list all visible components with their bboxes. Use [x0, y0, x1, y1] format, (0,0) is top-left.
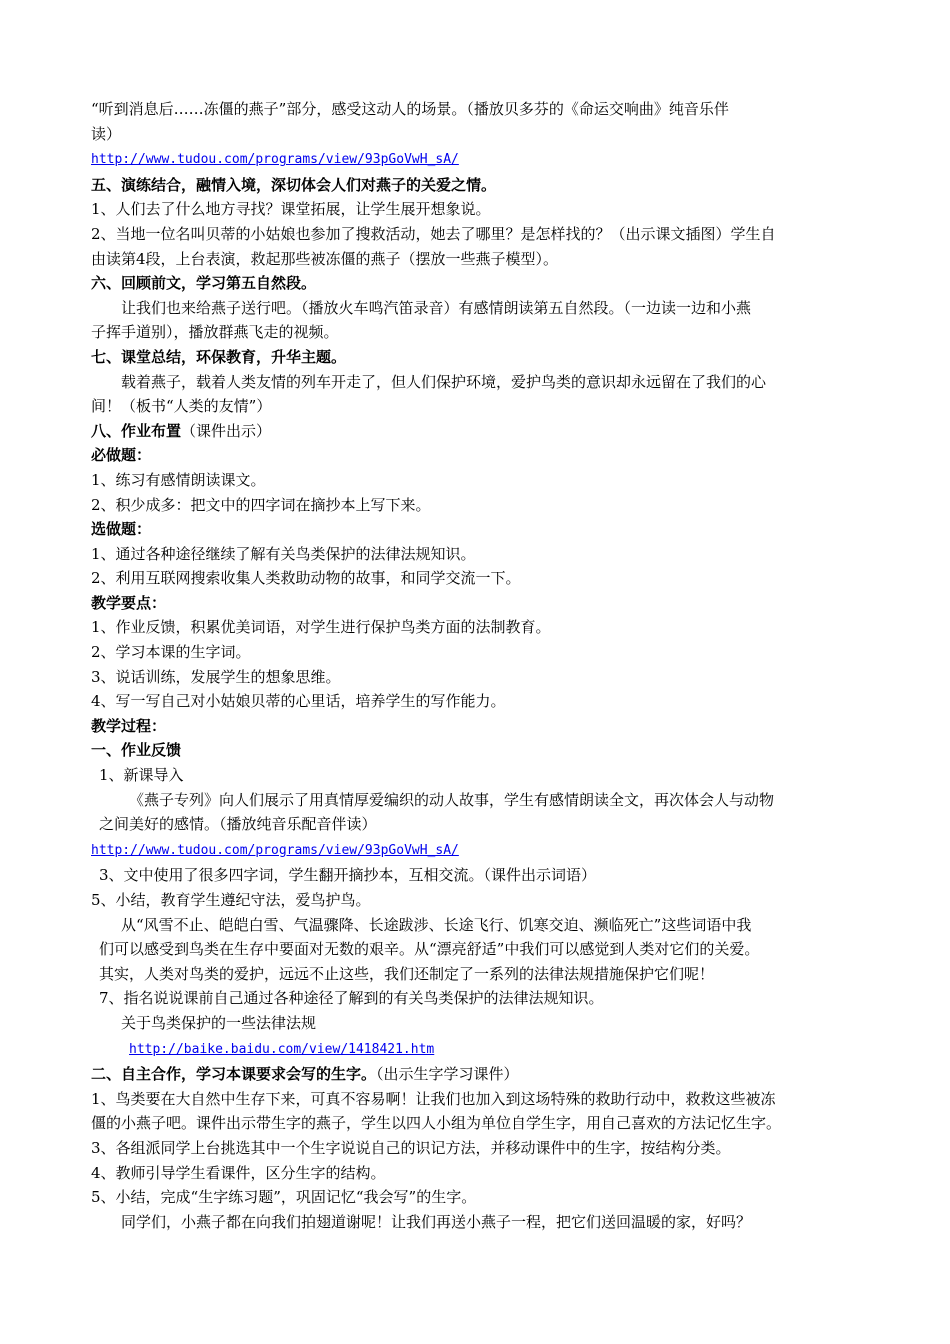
url-link[interactable]: http://www.tudou.com/programs/view/93pGoVwH_sA/ — [91, 152, 459, 168]
paragraph-line: 1、人们去了什么地方寻找？课堂拓展，让学生展开想象说。 — [91, 200, 491, 219]
paragraph-line: 僵的小燕子吧。课件出示带生字的燕子，学生以四人小组为单位自学生字，用自己喜欢的方法记忆生字。 — [91, 1114, 782, 1133]
paragraph-line: 2、利用互联网搜索收集人类救助动物的故事，和同学交流一下。 — [91, 569, 521, 588]
document-page — [91, 97, 861, 1234]
paragraph-line: 2、当地一位名叫贝蒂的小姑娘也参加了搜救活动，她去了哪里？是怎样找的？（出示课文插图）学生自 — [91, 224, 776, 243]
paragraph-line: 3、各组派同学上台挑选其中一个生字说说自己的识记方法，并移动课件中的生字，按结构分类。 — [91, 1138, 731, 1157]
paragraph-line: 1、通过各种途径继续了解有关鸟类保护的法律法规知识。 — [91, 544, 476, 563]
hyperlink-line — [91, 837, 861, 864]
paragraph-line: 关于鸟类保护的一些法律法规 — [121, 1013, 317, 1032]
hyperlink-line — [91, 146, 861, 173]
paragraph-line: 之间美好的感情。（播放纯音乐配音伴读） — [99, 815, 377, 834]
paragraph-line: 3、文中使用了很多四字词，学生翻开摘抄本，互相交流。（课件出示词语） — [99, 866, 597, 885]
section-heading — [91, 419, 861, 444]
section-heading: 必做题： — [91, 446, 152, 465]
paragraph-line: 《燕子专列》向人们展示了用真情厚爱编织的动人故事，学生有感情朗读全文，再次体会人与动物 — [129, 790, 775, 809]
heading-note: （课件出示） — [181, 421, 272, 440]
paragraph-line: 从“风雪不止、皑皑白雪、气温骤降、长途跋涉、长途飞行、饥寒交迫、濒临死亡”这些词语中我 — [121, 915, 752, 934]
paragraph-line: 5、小结，完成“生字练习题”，巩固记忆“我会写”的生字。 — [91, 1188, 477, 1207]
paragraph-line: 1、新课导入 — [99, 766, 184, 785]
paragraph-line: 载着燕子，载着人类友情的列车开走了，但人们保护环境，爱护鸟类的意识却永远留在了我们的心 — [121, 372, 767, 391]
paragraph-line: “听到消息后……冻僵的燕子”部分，感受这动人的场景。（播放贝多芬的《命运交响曲》纯音乐伴 — [91, 100, 729, 118]
paragraph-line: 让我们也来给燕子送行吧。（播放火车鸣汽笛录音）有感情朗读第五自然段。（一边读一边和小燕 — [121, 298, 752, 317]
paragraph-line: 间！（板书“人类的友情”） — [91, 397, 272, 416]
paragraph-line: 1、练习有感情朗读课文。 — [91, 470, 266, 489]
section-heading — [91, 1062, 861, 1087]
paragraph-line: 1、作业反馈，积累优美词语，对学生进行保护鸟类方面的法制教育。 — [91, 618, 551, 637]
paragraph-line: 们可以感受到鸟类在生存中要面对无数的艰辛。从“漂亮舒适”中我们可以感觉到人类对它们的关爱。 — [99, 940, 760, 959]
paragraph-line: 5、小结，教育学生遵纪守法，爱鸟护鸟。 — [91, 891, 371, 909]
section-heading: 教学要点： — [91, 593, 167, 612]
paragraph-line: 4、教师引导学生看课件，区分生字的结构。 — [91, 1163, 386, 1182]
url-link[interactable]: http://www.tudou.com/programs/view/93pGoVwH_sA/ — [91, 842, 459, 858]
paragraph-line: 4、写一写自己对小姑娘贝蒂的心里话，培养学生的写作能力。 — [91, 692, 506, 711]
paragraph-line: 7、指名说说课前自己通过各种途径了解到的有关鸟类保护的法律法规知识。 — [99, 989, 604, 1008]
paragraph-line: 2、积少成多：把文中的四字词在摘抄本上写下来。 — [91, 495, 431, 514]
section-heading: 教学过程： — [91, 716, 167, 735]
paragraph-line: 由读第4段，上台表演，救起那些被冻僵的燕子（摆放一些燕子模型）。 — [91, 249, 559, 268]
paragraph-line: 同学们，小燕子都在向我们拍翅道谢呢！让我们再送小燕子一程，把它们送回温暖的家，好吗？ — [121, 1212, 752, 1231]
paragraph-line: 1、鸟类要在大自然中生存下来，可真不容易啊！让我们也加入到这场特殊的救助行动中，救救这些被冻 — [91, 1089, 776, 1108]
section-heading: 五、演练结合，融情入境，深切体会人们对燕子的关爱之情。 — [91, 175, 497, 194]
section-heading: 一、作业反馈 — [91, 741, 182, 760]
heading-text: 二、自主合作，学习本课要求会写的生字。 — [91, 1065, 377, 1084]
url-link[interactable]: http://baike.baidu.com/view/1418421.htm — [129, 1041, 435, 1057]
heading-text: 八、作业布置 — [91, 421, 182, 440]
paragraph-line: 2、学习本课的生字词。 — [91, 643, 251, 662]
paragraph-line: 其实，人类对鸟类的爱护，远远不止这些，我们还制定了一系列的法律法规措施保护它们呢！ — [99, 964, 715, 983]
paragraph-line: 子挥手道别），播放群燕飞走的视频。 — [91, 323, 339, 342]
section-heading: 选做题： — [91, 520, 152, 539]
section-heading: 六、回顾前文，学习第五自然段。 — [91, 274, 317, 293]
paragraph-line: 3、说话训练，发展学生的想象思维。 — [91, 667, 341, 686]
section-heading: 七、课堂总结，环保教育，升华主题。 — [91, 347, 347, 366]
paragraph-line: 读） — [91, 124, 122, 143]
hyperlink-line — [91, 1036, 861, 1063]
heading-note: （出示生字学习课件） — [376, 1065, 519, 1084]
